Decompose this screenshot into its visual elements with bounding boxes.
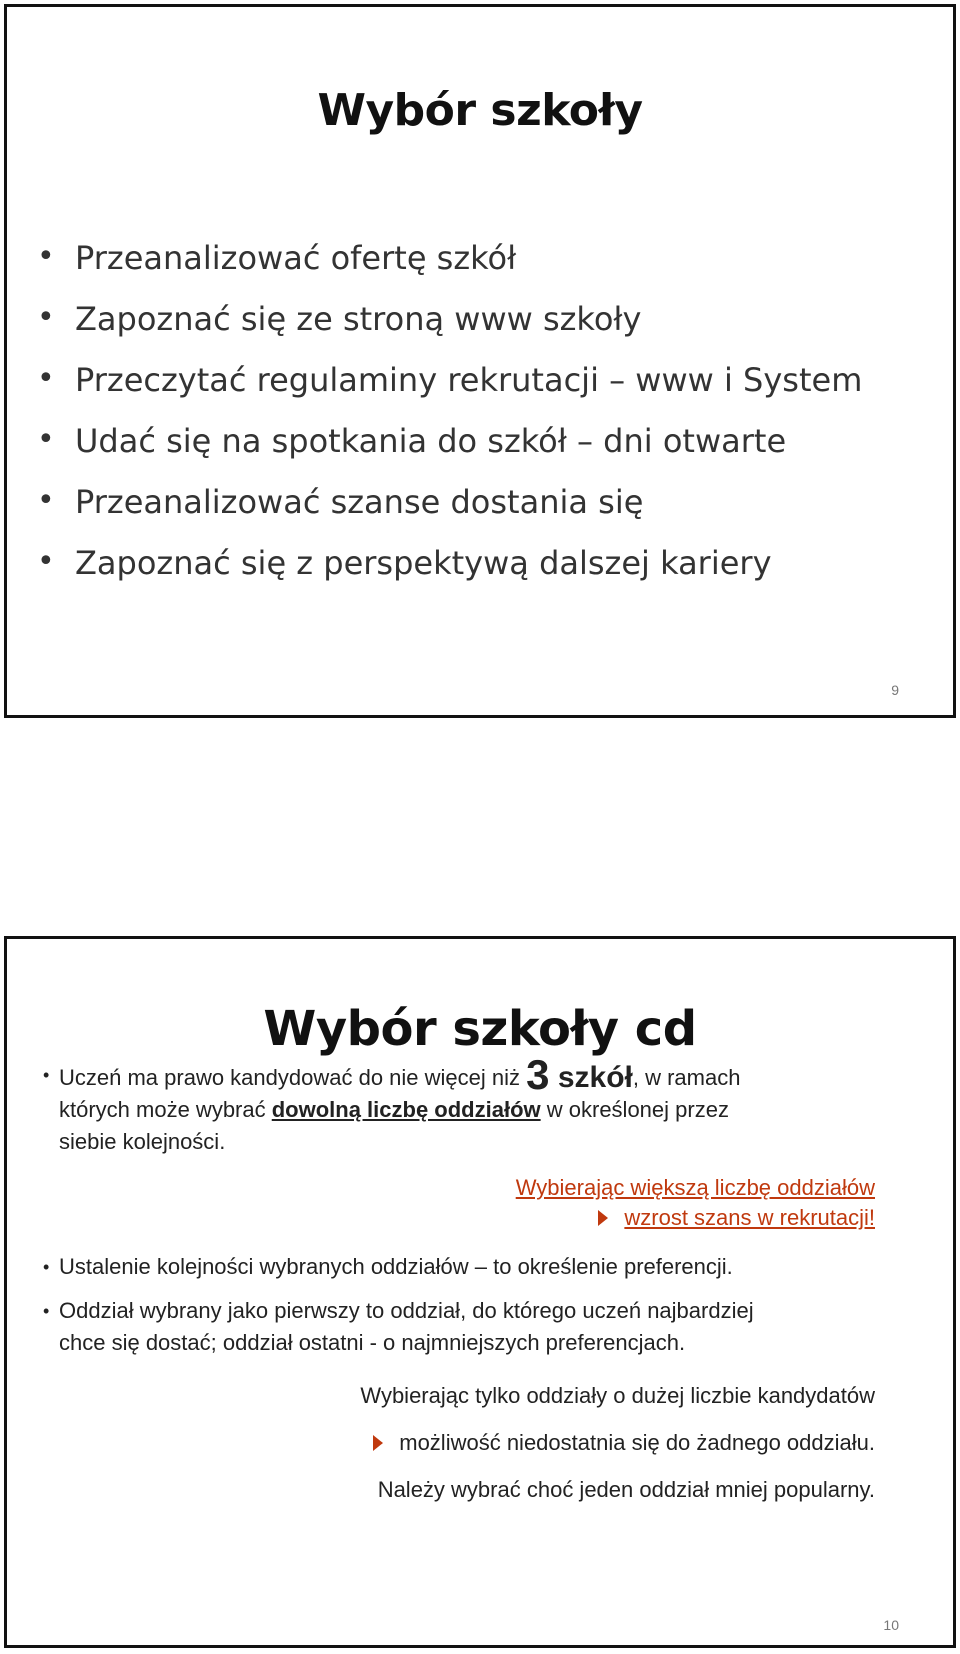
page-number: 9	[891, 682, 899, 698]
list-item: • Zapoznać się ze stroną www szkoły	[37, 300, 642, 338]
slide-title: Wybór szkoły cd	[263, 1001, 697, 1057]
note-line-1: Wybierając tylko oddziały o dużej liczbie kandydatów	[360, 1383, 875, 1408]
list-item: • Udać się na spotkania do szkół – dni otwarte	[37, 422, 787, 460]
list-item: • Przeczytać regulaminy rekrutacji – www i System	[37, 361, 863, 399]
list-item: • Zapoznać się z perspektywą dalszej kariery	[37, 544, 772, 582]
bullet-icon: •	[37, 422, 55, 457]
note-line-2: możliwość niedostatnia się do żadnego oddziału.	[373, 1430, 875, 1456]
bullet-candidacy: • Uczeń ma prawo kandydować do nie więcej niż 3 szkół, w ramach których może wybrać dowolną liczbę oddziałów w określonej przez siebie kolejności.	[43, 1051, 741, 1154]
arrow-right-icon	[598, 1210, 608, 1226]
highlight-line-2: wzrost szans w rekrutacji!	[598, 1205, 875, 1231]
bullet-icon: •	[37, 361, 55, 396]
bullet-icon: •	[37, 544, 55, 579]
slide-9	[4, 4, 956, 718]
list-item: • Przeanalizować ofertę szkół	[37, 239, 517, 277]
page-number: 10	[883, 1617, 899, 1633]
bullet-icon: •	[37, 483, 55, 518]
bullet-icon: •	[43, 1065, 50, 1085]
bullet-icon: •	[43, 1257, 50, 1277]
bullet-list	[37, 239, 862, 605]
bullet-order: • Oddział wybrany jako pierwszy to oddział, do którego uczeń najbardziej chce się dostać; oddział ostatni - o najmniejszych preferencjach.	[43, 1295, 923, 1359]
bullet-preferences: • Ustalenie kolejności wybranych oddziałów – to określenie preferencji.	[43, 1251, 923, 1283]
max-schools-number: 3	[526, 1051, 550, 1098]
note-line-3: Należy wybrać choć jeden oddział mniej popularny.	[377, 1477, 875, 1502]
bullet-icon: •	[37, 239, 55, 274]
highlight-line-1: Wybierając większą liczbę oddziałów	[515, 1175, 875, 1200]
bullet-icon: •	[43, 1301, 50, 1321]
slide-title: Wybór szkoły	[317, 85, 643, 136]
emphasis-text: dowolną liczbę oddziałów	[271, 1097, 541, 1122]
list-item: • Przeanalizować szanse dostania się	[37, 483, 644, 521]
slide-10	[4, 936, 956, 1648]
bullet-icon: •	[37, 300, 55, 335]
arrow-right-icon	[373, 1435, 383, 1451]
